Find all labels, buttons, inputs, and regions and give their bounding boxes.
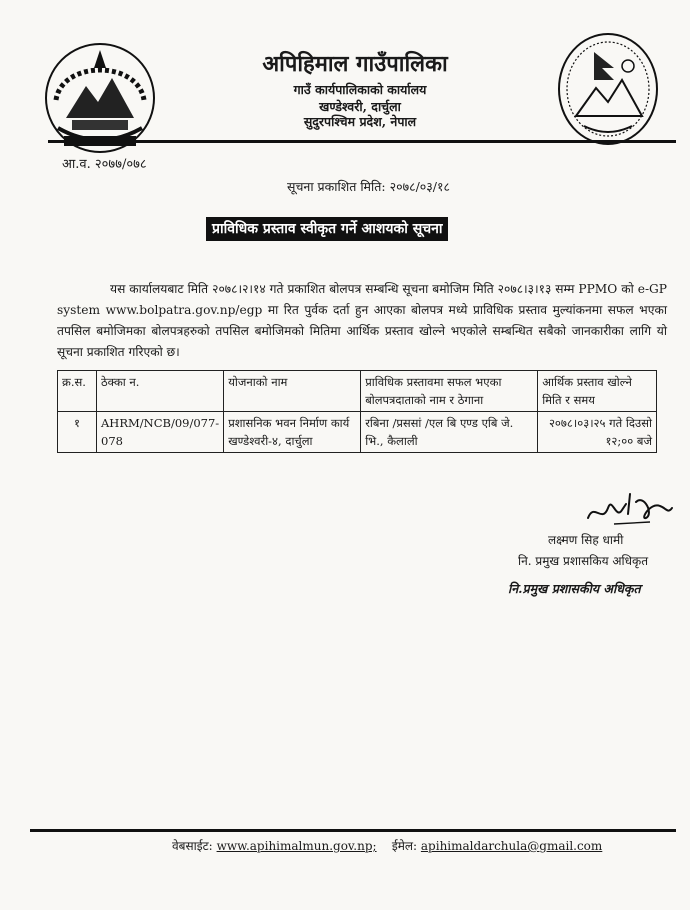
signatory-stamp: नि.प्रमुख प्रशासकीय अधिकृत [508,581,641,596]
table-header-row [58,371,657,412]
table-cell: रबिना /प्रससां /एल बि एण्ड एबि जे. भि., कैलाली [361,412,538,453]
notice-body [57,279,667,363]
signatory-title: नि. प्रमुख प्रशासकिय अधिकृत [518,554,649,568]
footer-divider [30,829,676,832]
office-location: खण्डेश्वरी, दार्चुला [319,99,401,114]
website-link[interactable]: www.apihimalmun.gov.np; [216,839,377,853]
table-row [58,412,657,453]
table-cell: AHRM/NCB/09/077-078 [97,412,224,453]
table-header-cell: क्र.स. [58,371,97,412]
table-cell: २०७८।०३।२५ गते दिउसो १२;०० बजे [538,412,657,453]
header-divider [48,140,676,143]
email-label: ईमेल: [391,839,418,853]
signatory-name: लक्ष्मण सिह धामी [548,533,624,547]
notice-body-link: www.bolpatra.gov.np/egp [105,303,263,317]
handwritten-signature [584,484,676,528]
notice-title: प्राविधिक प्रस्ताव स्वीकृत गर्ने आशयको सूचना [206,217,448,241]
table-cell: १ [58,412,97,453]
org-name: अपिहिमाल गाउँपालिका [262,51,448,77]
email-link[interactable]: apihimaldarchula@gmail.com [420,839,603,853]
office-province: सुदुरपश्चिम प्रदेश, नेपाल [303,114,417,129]
table-header-cell: योजनाको नाम [224,371,361,412]
office-name: गाउँ कार्यपालिकाको कार्यालय [293,82,427,97]
fiscal-year: आ.व. २०७७/०७८ [62,157,147,172]
footer-contact [172,837,602,854]
table-header-cell: ठेक्का न. [97,371,224,412]
published-date: सूचना प्रकाशित मिति: २०७८/०३/१८ [287,179,451,194]
website-label: वेबसाईट: [172,839,213,853]
table-header-cell: प्राविधिक प्रस्तावमा सफल भएका बोलपत्रदाताको नाम र ठेगाना [361,371,538,412]
table-header-cell: आर्थिक प्रस्ताव खोल्ने मिति र समय [538,371,657,412]
tender-table [57,370,657,453]
notice-body-rest: मा रित पुर्वक दर्ता हुन आएका बोलपत्र मध्ये प्राविधिक प्रस्ताव मुल्यांकनमा सफल भएका तपसिल बमोजिमका बोलपत्रहरुको तपसिल बमोजिमको मितिमा आर्थिक प्रस्ताव खोल्ने भएकोले सम्बन्धित सबैको जानकारीका लागि यो सूचना प्रकाशित गरिएको छ। [57,303,667,359]
notice-body-first: यस कार्यालयबाट मिति २०७८।२।१४ गते प्रकाशित बोलपत्र सम्बन्धि सूचना बमोजिम मिति २०७८।३।१३ सम्म PPMO को e-GP system [57,282,667,317]
table-cell: प्रशासनिक भवन निर्माण कार्य खण्डेश्वरी-४, दार्चुला [224,412,361,453]
